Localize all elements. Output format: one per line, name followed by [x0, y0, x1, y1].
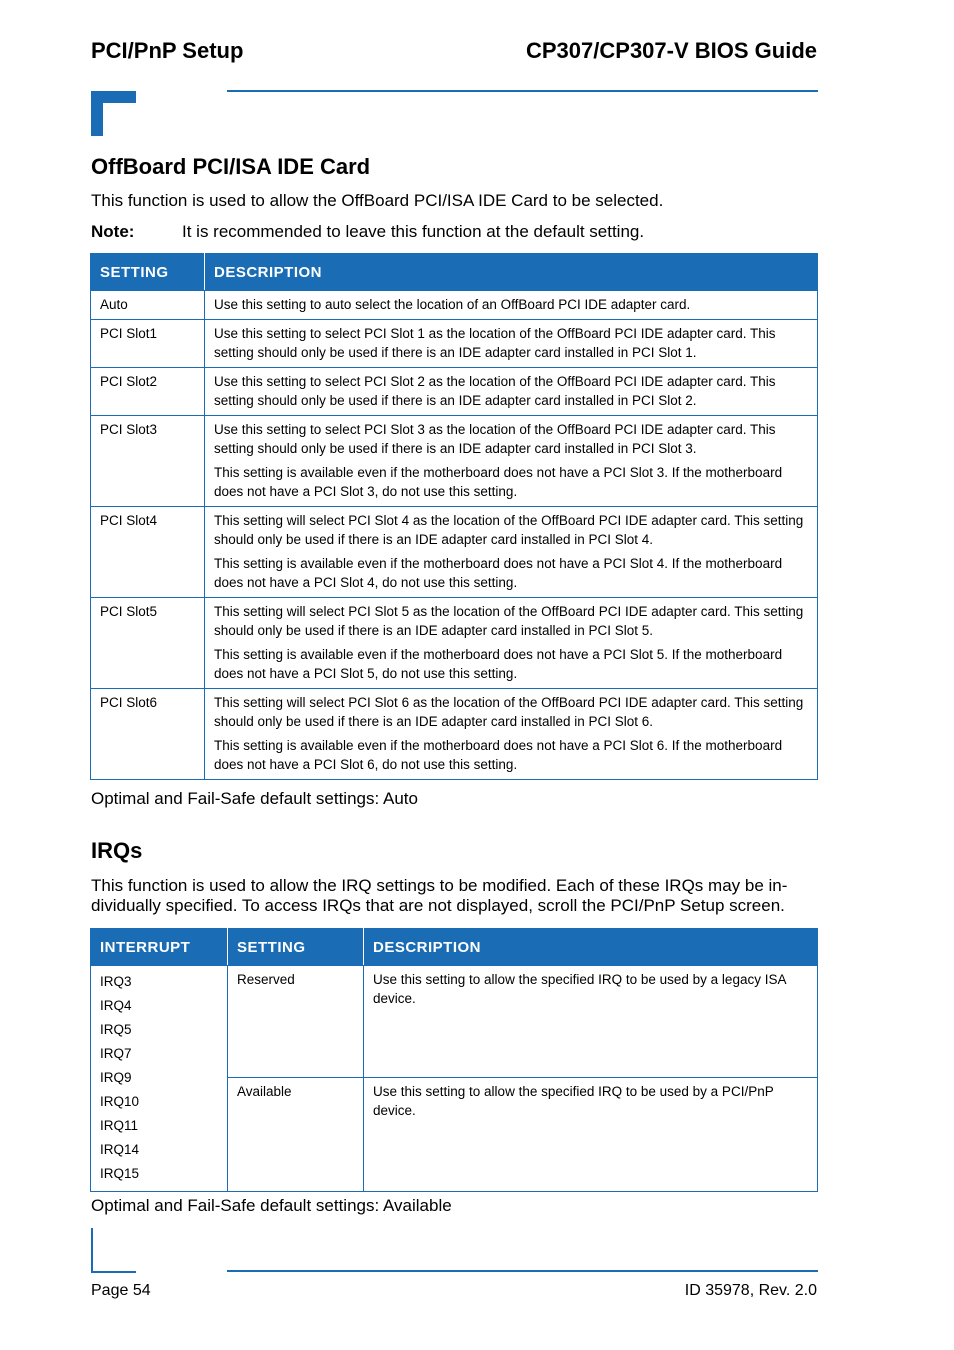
description-cell	[205, 689, 818, 780]
setting-cell: Reserved	[228, 966, 364, 1078]
page-number: Page 54	[91, 1282, 151, 1299]
table-row	[91, 416, 818, 507]
description-paragraph: This setting will select PCI Slot 4 as the location of the OffBoard PCI IDE adapter card. This setting should only be used if there is an IDE adapter card installed in PCI Slot 4.	[214, 513, 804, 547]
column-header-description: DESCRIPTION	[364, 929, 818, 966]
interrupt-item: IRQ15	[100, 1166, 140, 1181]
document-id: ID 35978, Rev. 2.0	[684, 1282, 817, 1299]
description-cell: Use this setting to allow the specified IRQ to be used by a PCI/PnP device.	[364, 1078, 818, 1192]
description-cell	[205, 416, 818, 507]
setting-cell: PCI Slot6	[91, 689, 205, 780]
interrupt-item: IRQ5	[100, 1022, 132, 1037]
column-header-setting: SETTING	[91, 254, 205, 291]
irqs-heading: IRQs	[91, 838, 143, 863]
column-header-interrupt: INTERRUPT	[91, 929, 228, 966]
corner-mark-bottom-horizontal	[91, 1271, 136, 1273]
setting-cell: PCI Slot4	[91, 507, 205, 598]
table-header-row	[91, 929, 818, 966]
description-paragraph: This setting is available even if the motherboard does not have a PCI Slot 6. If the motherboard does not have a PCI Slot 6, do not use this setting.	[214, 738, 783, 772]
setting-cell: Auto	[91, 291, 205, 320]
note-text: It is recommended to leave this function at the default setting.	[182, 222, 645, 241]
table-header-row	[91, 254, 818, 291]
offboard-settings-table	[90, 253, 818, 780]
description-paragraph: Use this setting to select PCI Slot 3 as the location of the OffBoard PCI IDE adapter card. This setting should only be used if there is an IDE adapter card installed in PCI Slot 3.	[214, 422, 776, 456]
irqs-intro: This function is used to allow the IRQ settings to be modified. Each of these IRQs may be in-dividually specified. To access IRQs that are not displayed, scroll the PCI/PnP Setup screen.	[91, 876, 788, 915]
table-row	[91, 507, 818, 598]
description-paragraph: Use this setting to select PCI Slot 1 as the location of the OffBoard PCI IDE adapter card. This setting should only be used if there is an IDE adapter card installed in PCI Slot 1.	[214, 326, 776, 360]
column-header-description: DESCRIPTION	[205, 254, 818, 291]
description-paragraph: This setting will select PCI Slot 6 as the location of the OffBoard PCI IDE adapter card. This setting should only be used if there is an IDE adapter card installed in PCI Slot 6.	[214, 695, 804, 729]
interrupt-item: IRQ14	[100, 1142, 140, 1157]
interrupt-item: IRQ11	[100, 1118, 139, 1133]
description-cell: Use this setting to allow the specified IRQ to be used by a legacy ISA device.	[364, 966, 818, 1078]
table-row	[91, 368, 818, 416]
table-row	[91, 966, 818, 1078]
table-row	[91, 598, 818, 689]
description-paragraph: This setting is available even if the motherboard does not have a PCI Slot 5. If the motherboard does not have a PCI Slot 5, do not use this setting.	[214, 647, 783, 681]
corner-mark-bottom	[91, 1228, 93, 1273]
description-cell	[205, 507, 818, 598]
offboard-intro: This function is used to allow the OffBoard PCI/ISA IDE Card to be selected.	[91, 191, 664, 210]
description-paragraph: This setting will select PCI Slot 5 as the location of the OffBoard PCI IDE adapter card. This setting should only be used if there is an IDE adapter card installed in PCI Slot 5.	[214, 604, 804, 638]
interrupt-item: IRQ7	[100, 1046, 132, 1061]
table-row	[91, 689, 818, 780]
note-label: Note:	[91, 222, 135, 241]
table-row	[91, 291, 818, 320]
header-section-title: PCI/PnP Setup	[91, 38, 244, 63]
header-guide-title: CP307/CP307-V BIOS Guide	[526, 38, 817, 63]
offboard-defaults: Optimal and Fail-Safe default settings: Auto	[91, 789, 418, 808]
interrupt-item: IRQ4	[100, 998, 132, 1013]
interrupt-item: IRQ10	[100, 1094, 140, 1109]
description-cell	[205, 320, 818, 368]
offboard-table-body	[91, 291, 818, 780]
description-paragraph: Use this setting to auto select the location of an OffBoard PCI IDE adapter card.	[214, 297, 691, 312]
column-header-setting: SETTING	[228, 929, 364, 966]
description-paragraph: Use this setting to select PCI Slot 2 as the location of the OffBoard PCI IDE adapter card. This setting should only be used if there is an IDE adapter card installed in PCI Slot 2.	[214, 374, 776, 408]
interrupt-item: IRQ3	[100, 974, 132, 989]
corner-mark-top-horizontal	[91, 91, 136, 103]
description-cell	[205, 291, 818, 320]
footer-rule	[227, 1270, 818, 1272]
offboard-heading: OffBoard PCI/ISA IDE Card	[91, 154, 371, 179]
header-rule	[227, 90, 818, 92]
description-paragraph: This setting is available even if the motherboard does not have a PCI Slot 3. If the motherboard does not have a PCI Slot 3, do not use this setting.	[214, 465, 783, 499]
setting-cell: PCI Slot2	[91, 368, 205, 416]
description-cell	[205, 598, 818, 689]
setting-cell: PCI Slot1	[91, 320, 205, 368]
table-row	[91, 320, 818, 368]
irqs-defaults: Optimal and Fail-Safe default settings: Available	[91, 1196, 452, 1215]
setting-cell: PCI Slot3	[91, 416, 205, 507]
description-cell	[205, 368, 818, 416]
setting-cell: Available	[228, 1078, 364, 1192]
irq-settings-table	[90, 928, 818, 1192]
description-paragraph: This setting is available even if the motherboard does not have a PCI Slot 4. If the motherboard does not have a PCI Slot 4, do not use this setting.	[214, 556, 783, 590]
setting-cell: PCI Slot5	[91, 598, 205, 689]
interrupt-list	[91, 966, 228, 1192]
interrupt-item: IRQ9	[100, 1070, 132, 1085]
